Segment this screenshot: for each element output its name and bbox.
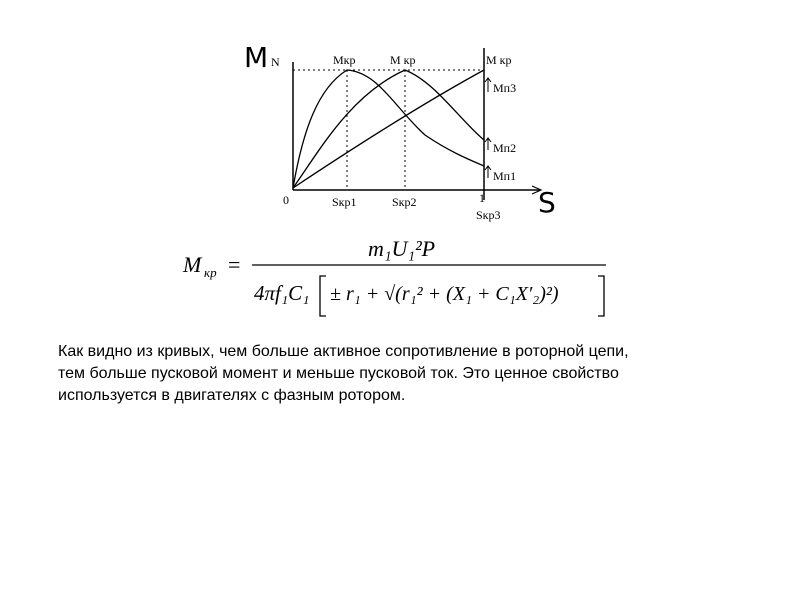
start-label-3: Mп3 xyxy=(493,81,517,95)
caption-line-1: Как видно из кривых, чем больше активное сопротивление в роторной цепи, xyxy=(58,343,629,360)
formula-equals: = xyxy=(228,252,241,277)
caption-line-2: тем больше пусковой момент и меньше пусковой ток. Это ценное свойство xyxy=(58,365,619,382)
axis-y-symbol: M xyxy=(244,41,269,74)
caption-line-3: используется в двигателях с фазным ротором. xyxy=(58,387,406,404)
s-label-1: Sкр1 xyxy=(332,195,357,209)
right-bracket xyxy=(598,276,604,316)
formula-denominator-body: ± r₁ + √(r₁² + (X₁ + C₁X′₂)²) xyxy=(330,283,559,305)
s-label-3: Sкр3 xyxy=(476,208,501,222)
peak-label-3: M кр xyxy=(486,53,512,67)
axis-x-symbol: S xyxy=(538,186,556,219)
caption xyxy=(58,341,778,407)
formula-denominator-prefix: 4πf₁C₁ xyxy=(254,281,310,305)
peak-label-1: Mкр xyxy=(333,53,356,67)
formula-lhs-subscript: кр xyxy=(204,265,217,280)
formula-numerator: m₁U₁²P xyxy=(368,236,436,261)
left-bracket xyxy=(320,276,326,316)
axis-y-subscript: N xyxy=(271,55,280,69)
x-tick-1: 1 xyxy=(479,191,485,205)
s-label-2: Sкр2 xyxy=(392,195,417,209)
origin-label: 0 xyxy=(283,193,289,207)
start-label-1: Mп1 xyxy=(493,169,517,183)
start-label-2: Mп2 xyxy=(493,141,517,155)
peak-label-2: M кр xyxy=(390,53,416,67)
formula-lhs: M xyxy=(183,252,202,277)
